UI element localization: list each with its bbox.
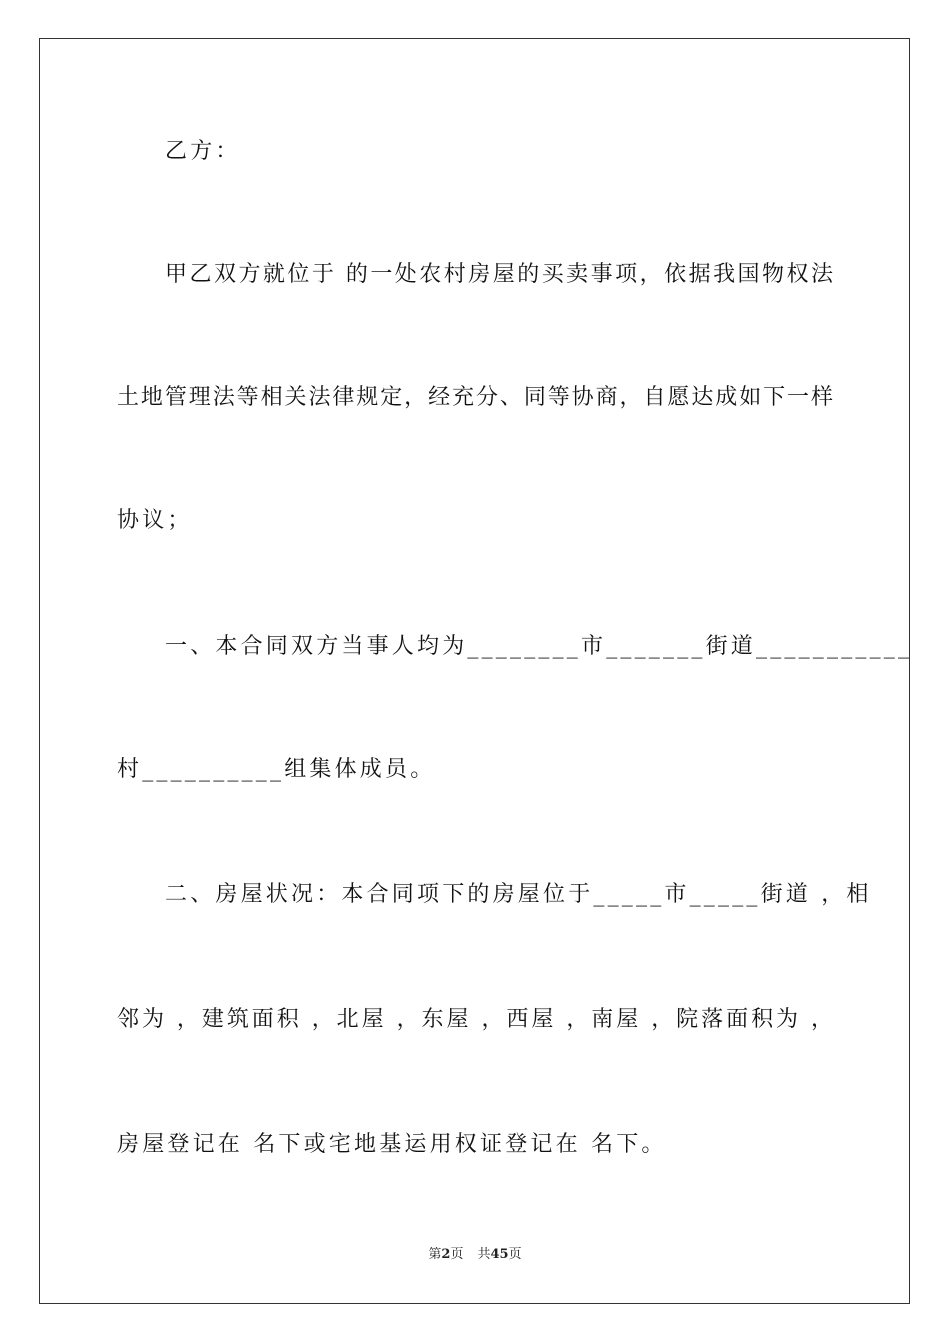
- paragraph-intro-line-2: 土地管理法等相关法律规定，经充分、同等协商，自愿达成如下一样: [117, 385, 833, 410]
- footer-total-pages: 45: [490, 1247, 509, 1262]
- footer-total-prefix: 共: [477, 1247, 491, 1262]
- footer-prefix: 第: [428, 1247, 442, 1262]
- footer-page-number: 2: [441, 1247, 451, 1262]
- page-border: [39, 38, 913, 1304]
- party-b-label: 乙方：: [165, 139, 241, 164]
- clause-one-line-1: 一、本合同双方当事人均为________市_______街道___________: [165, 634, 913, 659]
- clause-two-line-1: 二、房屋状况：本合同项下的房屋位于_____市_____街道 ，相: [165, 882, 872, 907]
- page-footer: [0, 1246, 950, 1264]
- footer-total-suffix: 页: [508, 1247, 522, 1262]
- footer-page-suffix: 页: [450, 1247, 464, 1262]
- paragraph-intro-line-1: 甲乙双方就位于 的一处农村房屋的买卖事项，依据我国物权法: [165, 262, 833, 287]
- clause-two-line-2: 邻为 ，建筑面积 ，北屋 ，东屋 ，西屋 ，南屋 ，院落面积为 ，: [117, 1007, 833, 1032]
- clause-one-line-2: 村__________组集体成员。: [117, 757, 436, 782]
- clause-two-line-3: 房屋登记在 名下或宅地基运用权证登记在 名下。: [117, 1132, 667, 1157]
- paragraph-intro-line-3: 协议；: [117, 508, 193, 533]
